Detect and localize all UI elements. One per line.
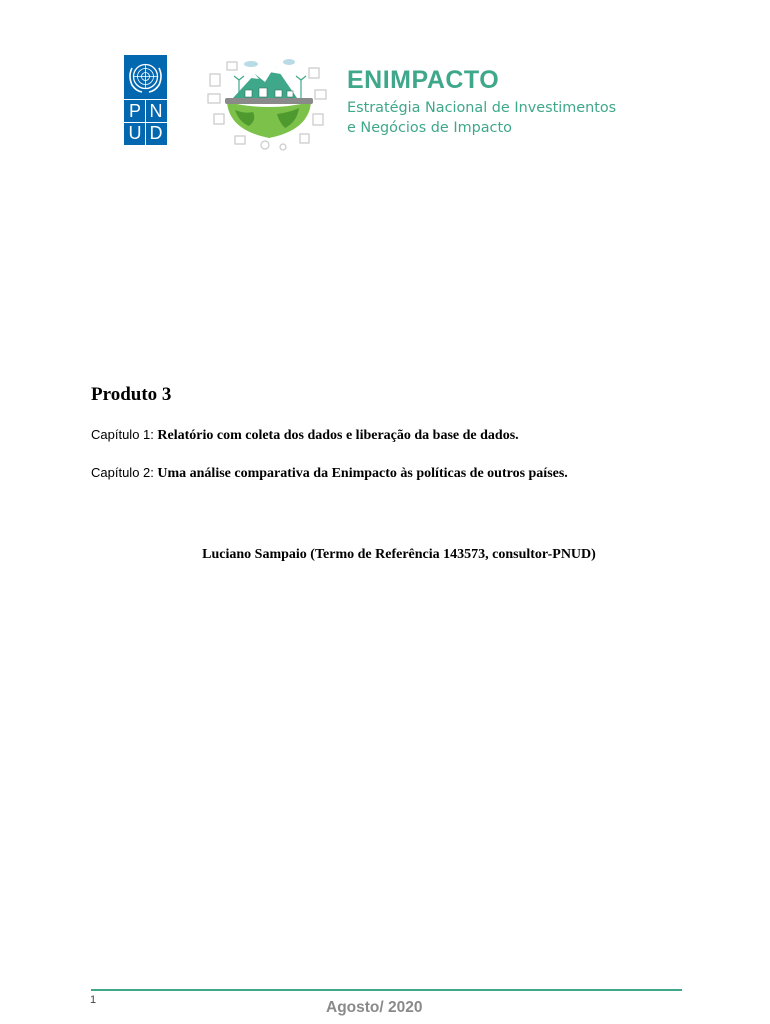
un-emblem-icon — [124, 55, 167, 98]
footer-divider — [91, 989, 682, 991]
chapter-title: Relatório com coleta dos dados e liberação da base de dados. — [157, 428, 519, 443]
chapter-label: Capítulo 2: — [91, 465, 154, 480]
footer-date: Agosto/ 2020 — [326, 999, 423, 1016]
chapter-title: Uma análise comparativa da Enimpacto às políticas de outros países. — [157, 466, 568, 481]
undp-letter-d: D — [149, 123, 163, 143]
enimpacto-title: ENIMPACTO — [347, 66, 500, 94]
undp-divider — [145, 100, 146, 145]
product-title: Produto 3 — [91, 384, 172, 405]
undp-logo — [124, 55, 167, 145]
undp-letter-p: P — [128, 101, 141, 121]
author-line: Luciano Sampaio (Termo de Referência 143573, consultor-PNUD) — [202, 547, 596, 562]
enimpacto-subtitle-line2: e Negócios de Impacto — [347, 120, 512, 136]
undp-letter-u: U — [128, 123, 142, 143]
enimpacto-globe-icon — [205, 52, 333, 154]
undp-letter-n: N — [149, 101, 163, 121]
chapter-label: Capítulo 1: — [91, 427, 154, 442]
page-number: 1 — [90, 994, 97, 1006]
enimpacto-subtitle-line1: Estratégia Nacional de Investimentos — [347, 100, 617, 116]
chapter-2 — [91, 465, 568, 482]
chapter-1 — [91, 427, 519, 444]
